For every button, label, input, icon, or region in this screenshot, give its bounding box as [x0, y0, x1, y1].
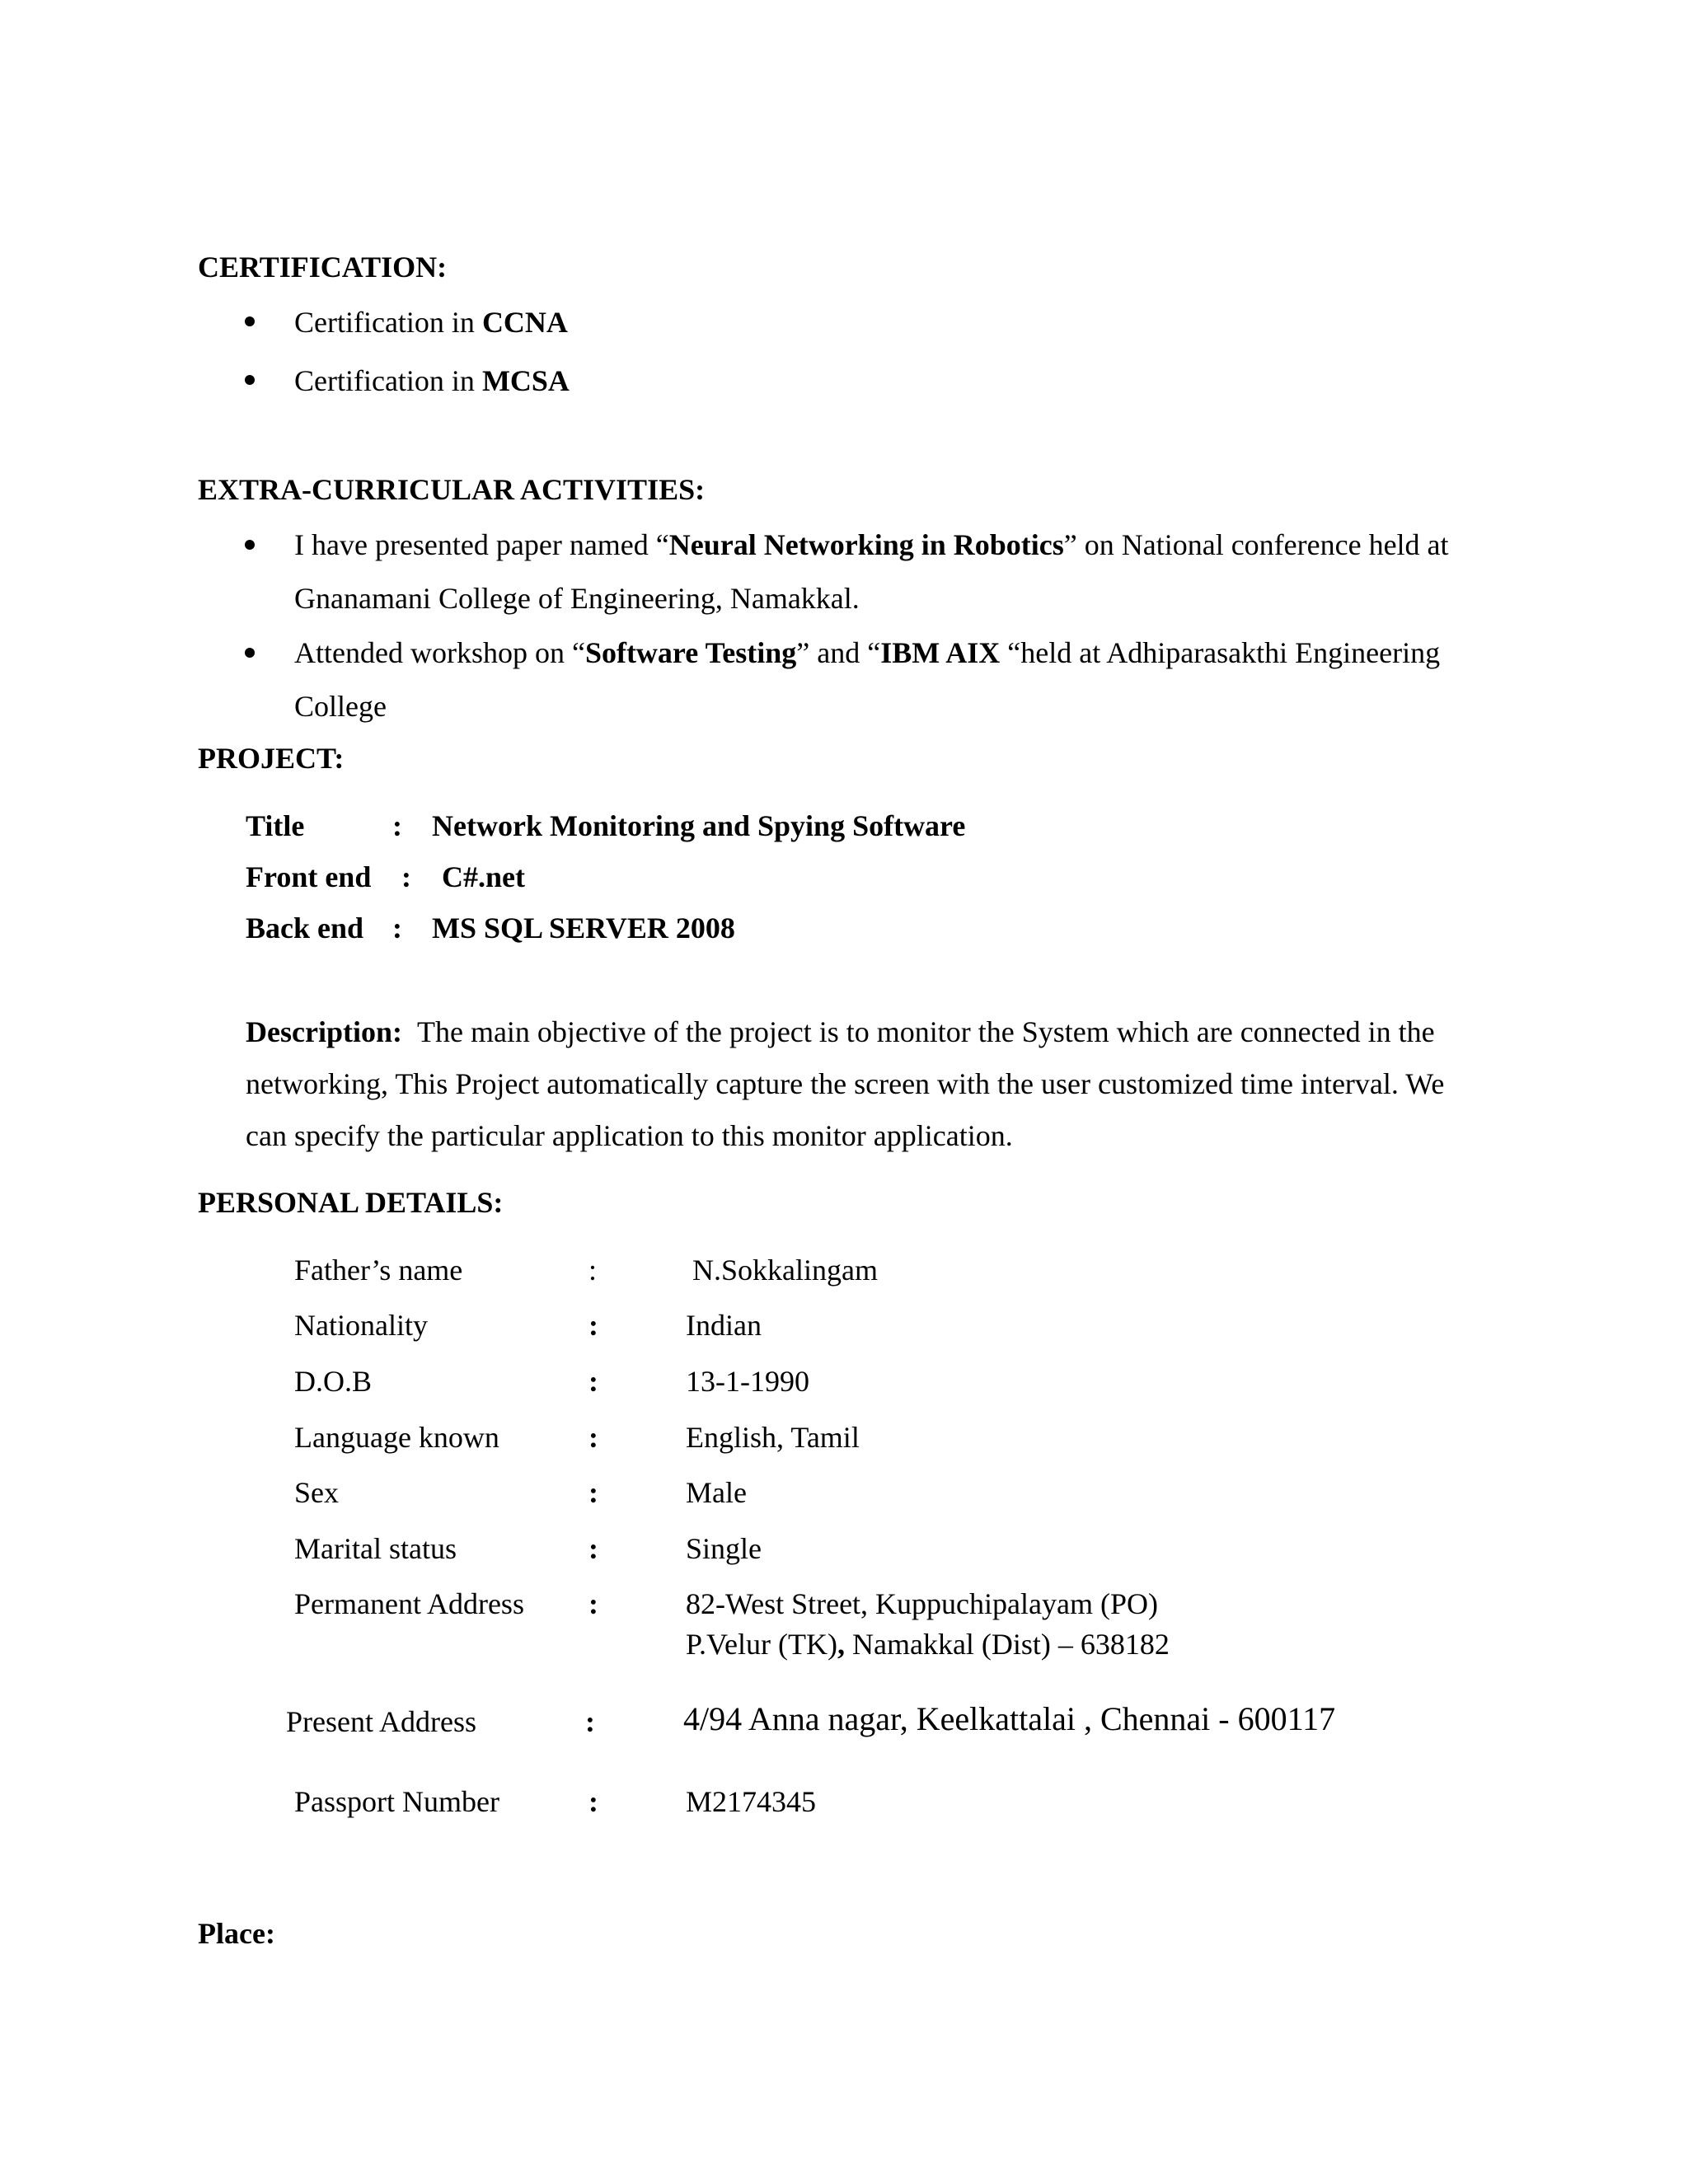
detail-label: D.O.B — [294, 1365, 373, 1398]
passport-colon: : — [588, 1785, 598, 1818]
detail-colon: : — [588, 1309, 598, 1342]
detail-value: Single — [686, 1532, 762, 1565]
project-backend-value: MS SQL SERVER 2008 — [432, 912, 735, 944]
certification-item: Certification in CCNA — [294, 306, 568, 339]
present-address-value: 4/94 Anna nagar, Keelkattalai , Chennai - 600117 — [683, 1700, 1336, 1737]
extracurricular-item-1-line-2: Gnanamani College of Engineering, Namakkal. — [294, 582, 860, 615]
permanent-address-line-2: P.Velur (TK), Namakkal (Dist) – 638182 — [686, 1628, 1170, 1661]
project-frontend-label: Front end — [246, 860, 372, 893]
project-backend-colon: : — [392, 912, 402, 944]
place-label: Place: — [198, 1917, 275, 1950]
present-address-label: Present Address — [286, 1705, 476, 1738]
detail-label: Permanent Address — [294, 1587, 524, 1620]
detail-value: N.Sokkalingam — [692, 1254, 878, 1286]
certification-heading: CERTIFICATION: — [198, 251, 448, 284]
extracurricular-item-2-line-2: College — [294, 690, 387, 723]
extracurricular-item-1-line-1: I have presented paper named “Neural Networking in Robotics” on National conference held at — [294, 528, 1449, 561]
project-backend-label: Back end — [246, 912, 364, 944]
detail-colon: : — [588, 1476, 598, 1509]
bullet-icon — [245, 540, 255, 550]
project-heading: PROJECT: — [198, 742, 345, 775]
detail-value: English, Tamil — [686, 1421, 860, 1454]
description-label: Description: — [246, 1015, 402, 1048]
description-line-3: can specify the particular application to this monitor application. — [246, 1119, 1013, 1152]
passport-label: Passport Number — [294, 1785, 499, 1818]
description-line-1: Description: The main objective of the project is to monitor the System which are connected in the — [246, 1015, 1435, 1048]
detail-value: Indian — [686, 1309, 762, 1342]
detail-label: Sex — [294, 1476, 339, 1509]
detail-colon: : — [588, 1421, 598, 1454]
extracurricular-heading: EXTRA-CURRICULAR ACTIVITIES: — [198, 473, 706, 506]
detail-label: Marital status — [294, 1532, 457, 1565]
detail-colon: : — [588, 1532, 598, 1565]
project-title-value: Network Monitoring and Spying Software — [432, 809, 966, 842]
detail-value: Male — [686, 1476, 747, 1509]
bullet-icon — [245, 375, 255, 385]
project-frontend-value: C#.net — [442, 860, 525, 893]
detail-label: Language known — [294, 1421, 499, 1454]
detail-label: Father’s name — [294, 1254, 463, 1286]
bullet-icon — [245, 648, 255, 658]
detail-value: 82-West Street, Kuppuchipalayam (PO) — [686, 1587, 1158, 1620]
personal-heading: PERSONAL DETAILS: — [198, 1186, 504, 1219]
description-line-2: networking, This Project automatically capture the screen with the user customized time interval. We — [246, 1067, 1445, 1100]
certification-item: Certification in MCSA — [294, 364, 570, 397]
passport-value: M2174345 — [686, 1785, 817, 1818]
detail-value: 13-1-1990 — [686, 1365, 809, 1398]
project-frontend-colon: : — [401, 860, 411, 893]
project-title-label: Title — [246, 809, 305, 842]
detail-colon: : — [588, 1365, 598, 1398]
bullet-icon — [245, 316, 255, 326]
project-title-colon: : — [392, 809, 402, 842]
detail-label: Nationality — [294, 1309, 428, 1342]
detail-colon: : — [588, 1254, 598, 1286]
extracurricular-item-2-line-1: Attended workshop on “Software Testing” and “IBM AIX “held at Adhiparasakthi Engineering — [294, 636, 1441, 669]
present-address-colon: : — [585, 1705, 595, 1738]
detail-colon: : — [588, 1587, 598, 1620]
